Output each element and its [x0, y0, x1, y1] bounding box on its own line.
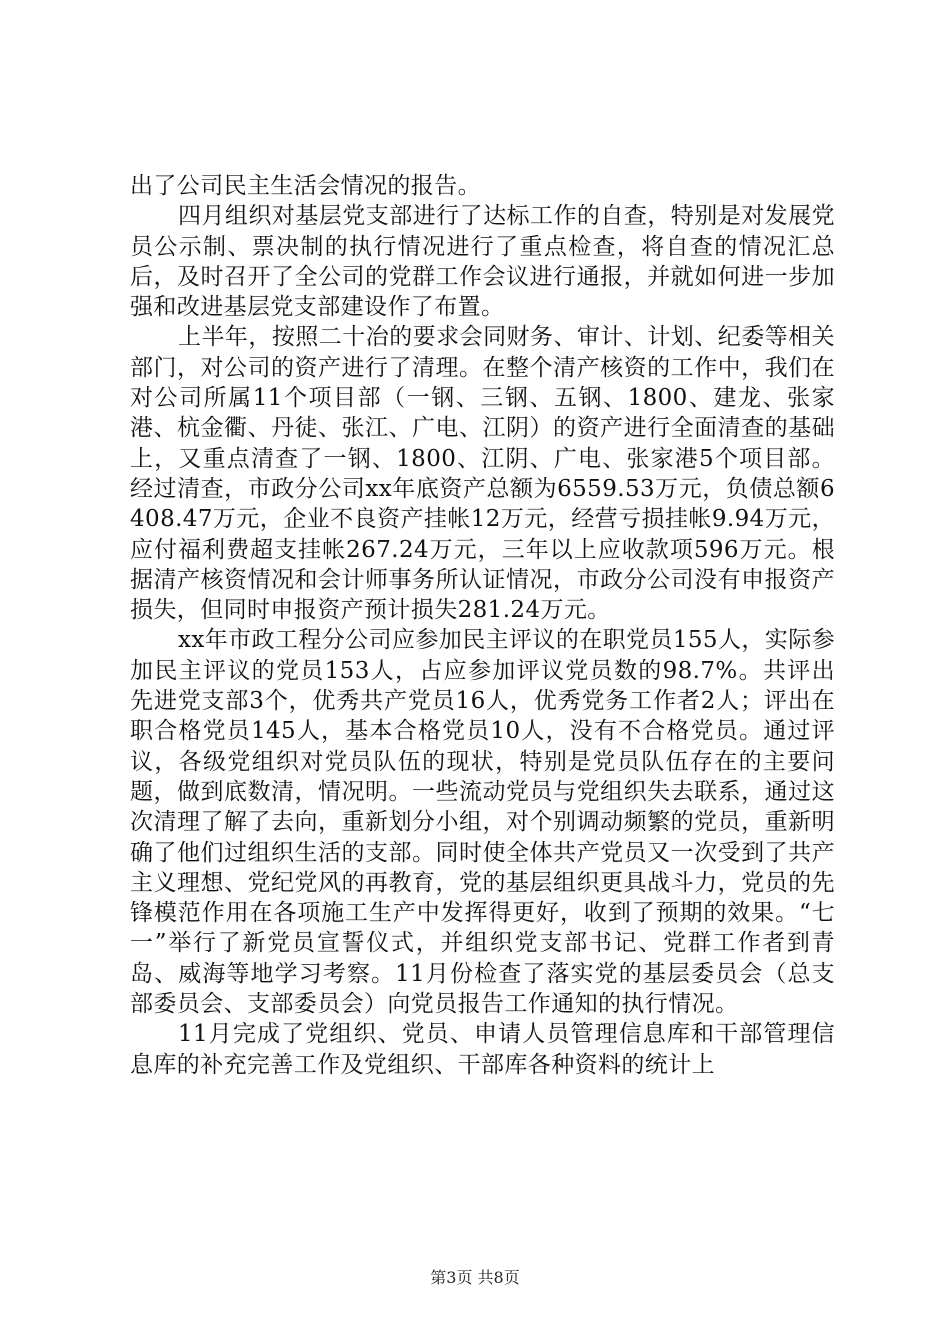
- paragraph-2: 四月组织对基层党支部进行了达标工作的自查，特别是对发展党员公示制、票决制的执行情况进行了重点检查，将自查的情况汇总后，及时召开了全公司的党群工作会议进行通报，并就如何进一步加强和改进基层党支部建设作了布置。: [130, 203, 835, 321]
- paragraph-1: 出了公司民主生活会情况的报告。: [130, 173, 481, 199]
- document-body: [130, 171, 835, 1080]
- paragraph-4: xx年市政工程分公司应参加民主评议的在职党员155人，实际参加民主评议的党员153人，占应参加评议党员数的98.7%。共评出先进党支部3个，优秀共产党员16人，优秀党务工作者2人；评出在职合格党员145人，基本合格党员10人，没有不合格党员。通过评议，各级党组织对党员队伍的现状，特别是党员队伍存在的主要问题，做到底数清，情况明。一些流动党员与党组织失去联系，通过这次清理了解了去向，重新划分小组，对个别调动频繁的党员，重新明确了他们过组织生活的支部。同时使全体共产党员又一次受到了共产主义理想、党纪党风的再教育，党的基层组织更具战斗力，党员的先锋模范作用在各项施工生产中发挥得更好，收到了预期的效果。“七一”举行了新党员宣誓仪式，并组织党支部书记、党群工作者到青岛、威海等地学习考察。11月份检查了落实党的基层委员会（总支部委员会、支部委员会）向党员报告工作通知的执行情况。: [130, 627, 835, 1018]
- page-number-footer: 第3页 共8页: [430, 1268, 520, 1287]
- paragraph-3: 上半年，按照二十冶的要求会同财务、审计、计划、纪委等相关部门，对公司的资产进行了清理。在整个清产核资的工作中，我们在对公司所属11个项目部（一钢、三钢、五钢、1800、建龙、张家港、杭金衢、丹徒、张江、广电、江阴）的资产进行全面清查的基础上，又重点清查了一钢、1800、江阴、广电、张家港5个项目部。经过清查，市政分公司xx年底资产总额为6559.53万元，负债总额6408.47万元，企业不良资产挂帐12万元，经营亏损挂帐9.94万元，应付福利费超支挂帐267.24万元，三年以上应收款项596万元。根据清产核资情况和会计师事务所认证情况，市政分公司没有申报资产损失，但同时申报资产预计损失281.24万元。: [130, 324, 835, 624]
- paragraph-5: 11月完成了党组织、党员、申请人员管理信息库和干部管理信息库的补充完善工作及党组织、干部库各种资料的统计上: [130, 1021, 835, 1078]
